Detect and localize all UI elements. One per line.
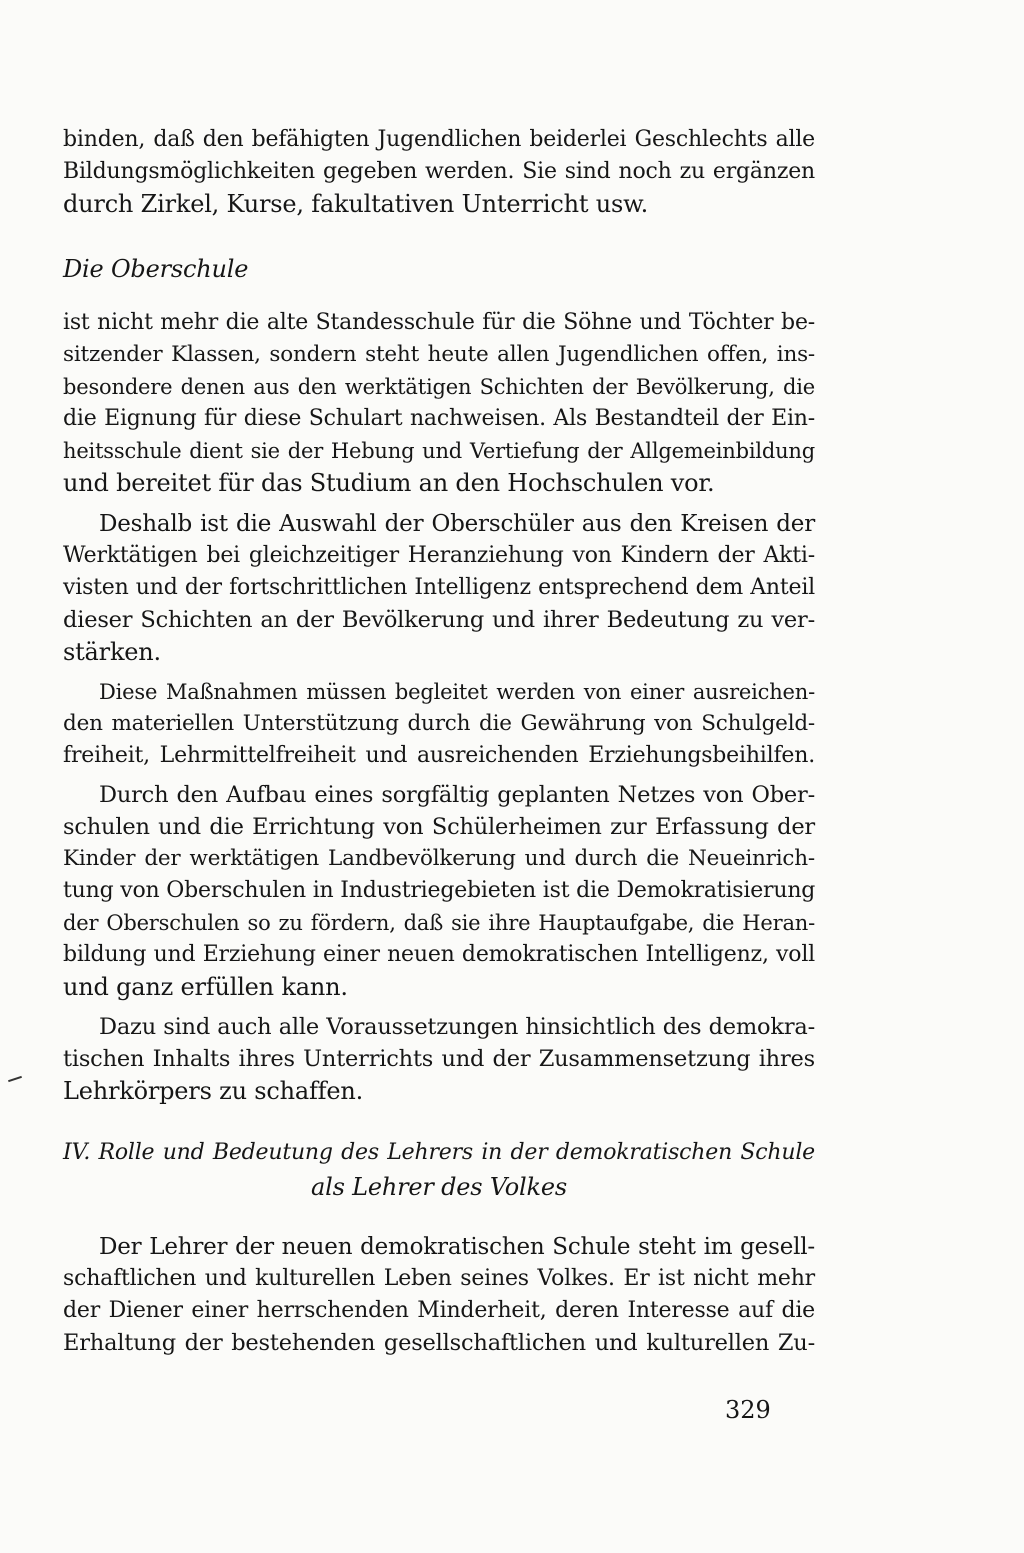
body-line: Werktätigen bei gleichzeitiger Heranziehung von Kindern der Akti- <box>63 543 815 568</box>
body-line: dieser Schichten an der Bevölkerung und ihrer Bedeutung zu ver- <box>63 607 815 633</box>
body-line: stärken. <box>63 638 161 666</box>
section-heading-oberschule: Die Oberschule <box>63 255 249 283</box>
body-line: sitzender Klassen, sondern steht heute allen Jugendlichen offen, ins- <box>63 342 815 367</box>
body-line: tischen Inhalts ihres Unterrichts und der Zusammensetzung ihres <box>63 1046 815 1072</box>
body-line: Lehrkörpers zu schaffen. <box>63 1077 364 1105</box>
body-line: Erhaltung der bestehenden gesellschaftlichen und kulturellen Zu- <box>63 1330 815 1356</box>
body-line: und ganz erfüllen kann. <box>63 973 348 1001</box>
body-line: besondere denen aus den werktätigen Schichten der Bevölkerung, die <box>63 375 815 399</box>
margin-mark <box>8 1076 22 1082</box>
body-line: Bildungsmöglichkeiten gegeben werden. Sie sind noch zu ergänzen <box>63 159 815 184</box>
chapter-heading-line-2: als Lehrer des Volkes <box>311 1173 567 1201</box>
body-line: den materiellen Unterstützung durch die Gewährung von Schulgeld- <box>63 711 815 736</box>
chapter-heading-line-1: IV. Rolle und Bedeutung des Lehrers in der demokratischen Schule <box>63 1140 815 1165</box>
body-line: ist nicht mehr die alte Standesschule für die Söhne und Töchter be- <box>63 310 815 335</box>
body-line: binden, daß den befähigten Jugendlichen beiderlei Geschlechts alle <box>63 127 815 152</box>
body-line: und bereitet für das Studium an den Hochschulen vor. <box>63 469 715 497</box>
body-line: schaftlichen und kulturellen Leben seines Volkes. Er ist nicht mehr <box>63 1266 815 1291</box>
body-line: Der Lehrer der neuen demokratischen Schule steht im gesell- <box>99 1234 815 1260</box>
body-line: tung von Oberschulen in Industriegebieten ist die Demokratisierung <box>63 878 816 903</box>
body-line: visten und der fortschrittlichen Intelligenz entsprechend dem Anteil <box>63 575 815 600</box>
body-line: Dazu sind auch alle Voraussetzungen hinsichtlich des demokra- <box>99 1014 815 1040</box>
body-line: heitsschule dient sie der Hebung und Vertiefung der Allgemeinbildung <box>63 439 815 463</box>
body-line: die Eignung für diese Schulart nachweisen. Als Bestandteil der Ein- <box>63 406 815 431</box>
body-line: durch Zirkel, Kurse, fakultativen Unterricht usw. <box>63 190 649 218</box>
body-line: Kinder der werktätigen Landbevölkerung und durch die Neueinrich- <box>63 846 815 871</box>
body-line: Deshalb ist die Auswahl der Oberschüler aus den Kreisen der <box>99 511 815 537</box>
body-line: der Diener einer herrschenden Minderheit, deren Interesse auf die <box>63 1298 815 1323</box>
body-line: Durch den Aufbau eines sorgfältig geplanten Netzes von Ober- <box>99 782 815 808</box>
body-line: schulen und die Errichtung von Schülerheimen zur Erfassung der <box>63 814 815 840</box>
body-line: der Oberschulen so zu fördern, daß sie ihre Hauptaufgabe, die Heran- <box>63 911 815 935</box>
page-number: 329 <box>725 1396 771 1424</box>
body-line: Diese Maßnahmen müssen begleitet werden von einer ausreichen- <box>99 680 815 704</box>
body-line: bildung und Erziehung einer neuen demokratischen Intelligenz, voll <box>63 942 815 967</box>
body-line: freiheit, Lehrmittelfreiheit und ausreichenden Erziehungsbeihilfen. <box>63 743 815 768</box>
